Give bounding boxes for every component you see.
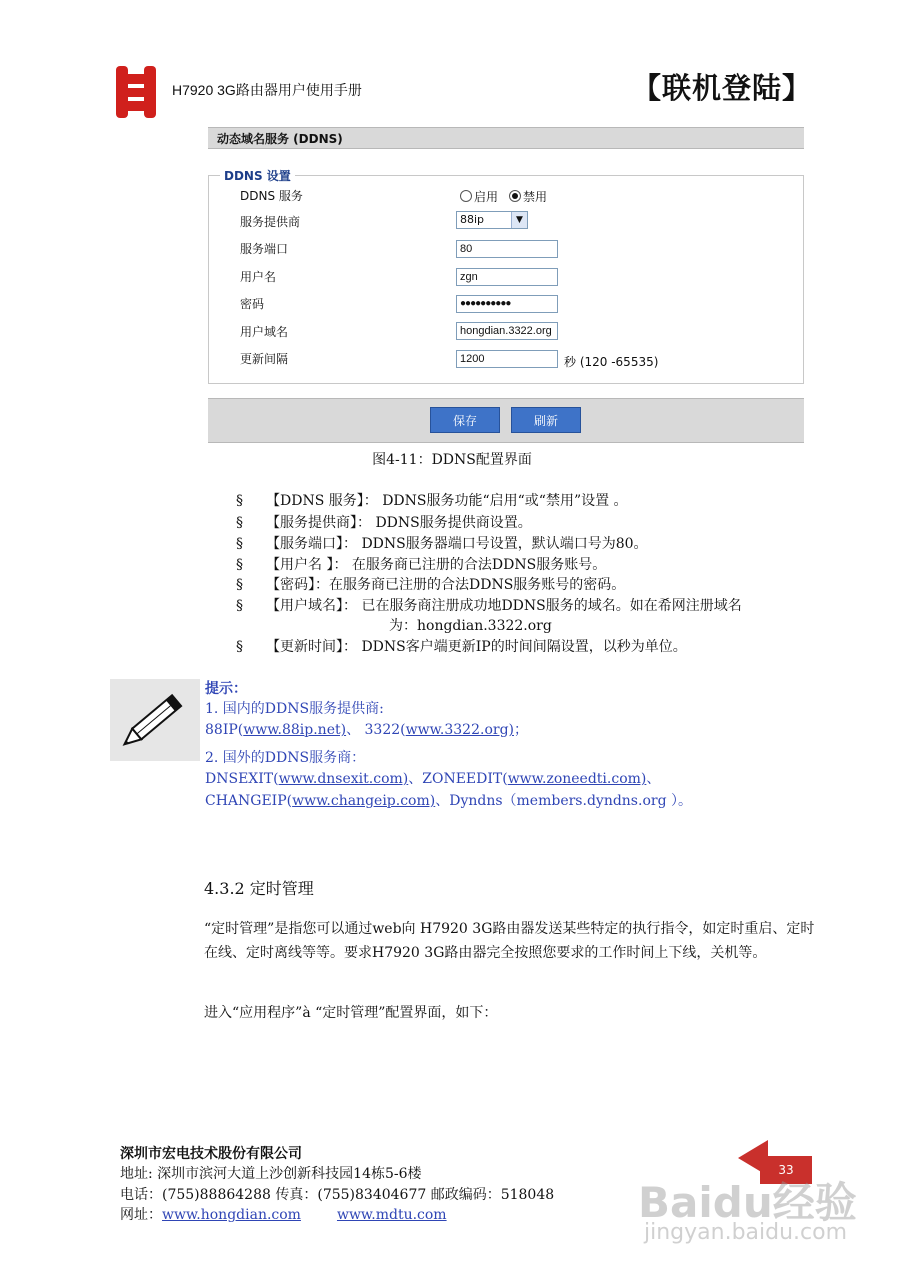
bullet-text: 【服务提供商】： DDNS服务提供商设置。	[266, 515, 532, 531]
chevron-down-icon[interactable]: ▼	[511, 212, 527, 228]
tip-text: ；	[514, 722, 528, 738]
bullet-item	[236, 490, 628, 510]
radio-disable[interactable]	[509, 188, 547, 205]
tip-line-domestic-links	[205, 719, 528, 739]
ddns-settings-legend: DDNS 设置	[220, 167, 295, 184]
tip-text: 、	[646, 771, 661, 787]
tip-text: 、Dyndns（members.dyndns.org ）。	[435, 793, 692, 809]
section-tag: 【联机登陆】	[632, 71, 813, 105]
paragraph-instruction: 进入“应用程序”à “定时管理”配置界面，如下：	[204, 1005, 498, 1021]
tip-line-foreign: 2. 国外的DDNS服务商：	[205, 750, 366, 766]
tip-text: 、ZONEEDIT(	[408, 771, 508, 787]
bullet-item	[236, 636, 687, 656]
tip-line-foreign-links	[205, 768, 660, 788]
ddns-service-label: DDNS 服务	[240, 189, 303, 203]
bullet-symbol: §	[236, 639, 243, 655]
user-domain-label: 用户域名	[240, 325, 289, 339]
footer-company: 深圳市宏电技术股份有限公司	[120, 1146, 302, 1162]
password-label: 密码	[240, 297, 265, 311]
bullet-text: 【用户名 】： 在服务商已注册的合法DDNS服务账号。	[266, 557, 607, 573]
link-zoneedit[interactable]: www.zoneedti.com)	[507, 771, 647, 787]
bullet-text: 【密码】：在服务商已注册的合法DDNS服务账号的密码。	[266, 577, 626, 593]
service-port-label: 服务端口	[240, 242, 289, 256]
company-logo	[114, 64, 158, 120]
provider-label: 服务提供商	[240, 215, 301, 229]
bullet-symbol: §	[236, 577, 243, 593]
radio-enable[interactable]	[460, 188, 498, 205]
username-label: 用户名	[240, 270, 277, 284]
footer-web	[120, 1204, 447, 1224]
tip-line-foreign-links-2	[205, 790, 692, 810]
provider-select[interactable]	[456, 211, 528, 229]
provider-select-value: 88ip	[460, 213, 485, 226]
password-input[interactable]: ●●●●●●●●●●	[456, 295, 558, 313]
radio-disable-label: 禁用	[523, 190, 548, 204]
page-number: 33	[760, 1156, 812, 1184]
figure-caption: 图4-11：DDNS配置界面	[372, 452, 532, 468]
bullet-symbol: §	[236, 536, 243, 552]
interval-range-hint: 秒 (120 -65535)	[564, 355, 659, 369]
link-changeip[interactable]: www.changeip.com)	[292, 793, 436, 809]
update-interval-label: 更新间隔	[240, 352, 289, 366]
link-mdtu[interactable]: www.mdtu.com	[336, 1207, 447, 1223]
watermark-brand: Baidu经验	[638, 1178, 857, 1227]
button-bar	[208, 398, 804, 443]
footer-web-label: 网址：	[120, 1207, 162, 1223]
tip-text: 88IP(	[205, 722, 244, 738]
watermark-url: jingyan.baidu.com	[644, 1220, 848, 1245]
bullet-item	[236, 512, 532, 532]
bullet-item	[236, 595, 742, 615]
link-dnsexit[interactable]: www.dnsexit.com)	[278, 771, 409, 787]
tip-pencil-box	[110, 679, 200, 761]
bullet-item	[236, 554, 606, 574]
bullet-text: 【DDNS 服务】： DDNS服务功能“启用“或“禁用”设置 。	[266, 493, 628, 509]
refresh-button[interactable]: 刷新	[511, 407, 581, 433]
bullet-text: 【服务端口】： DDNS服务器端口号设置，默认端口号为80。	[266, 536, 648, 552]
paragraph-intro: “定时管理”是指您可以通过web向 H7920 3G路由器发送某些特定的执行指令，如定时重启、定时在线、定时离线等等。要求H7920 3G路由器完全按照您要求的工作时间上下线，关机等。	[204, 921, 815, 961]
tip-title: 提示：	[205, 681, 247, 697]
radio-enable-dot[interactable]	[460, 190, 472, 202]
bullet-symbol: §	[236, 493, 243, 509]
tip-text: 、 3322(	[346, 722, 406, 738]
username-input[interactable]: zgn	[456, 268, 558, 286]
user-domain-input[interactable]: hongdian.3322.org	[456, 322, 558, 340]
radio-disable-dot[interactable]	[509, 190, 521, 202]
bullet-text: 【用户域名】： 已在服务商注册成功地DDNS服务的域名。如在希网注册域名	[266, 598, 742, 614]
ddns-panel-title: 动态域名服务 (DDNS)	[208, 127, 804, 149]
link-hongdian[interactable]: www.hongdian.com	[162, 1207, 301, 1223]
document-title: H7920 3G路由器用户使用手册	[172, 82, 362, 98]
bullet-symbol: §	[236, 598, 243, 614]
bullet-symbol: §	[236, 515, 243, 531]
save-button[interactable]: 保存	[430, 407, 500, 433]
tip-text: DNSEXIT(	[205, 771, 279, 787]
radio-enable-label: 启用	[474, 190, 499, 204]
pencil-icon	[110, 679, 200, 761]
tip-text: CHANGEIP(	[205, 793, 293, 809]
footer-phone: 电话：(755)88864288 传真：(755)83404677 邮政编码：518048	[120, 1187, 555, 1203]
bullet-continuation: 为：hongdian.3322.org	[389, 618, 552, 634]
footer-address: 地址: 深圳市滨河大道上沙创新科技园14栋5-6楼	[120, 1166, 422, 1182]
bullet-text: 【更新时间】： DDNS客户端更新IP的时间间隔设置，以秒为单位。	[266, 639, 687, 655]
tip-line-domestic: 1. 国内的DDNS服务提供商:	[205, 701, 384, 717]
link-3322[interactable]: www.3322.org)	[405, 722, 514, 738]
service-port-input[interactable]: 80	[456, 240, 558, 258]
bullet-item	[236, 533, 648, 553]
bullet-symbol: §	[236, 557, 243, 573]
bullet-item	[236, 574, 625, 594]
link-88ip[interactable]: www.88ip.net)	[243, 722, 347, 738]
section-heading: 4.3.2 定时管理	[204, 879, 314, 898]
update-interval-input[interactable]: 1200	[456, 350, 558, 368]
